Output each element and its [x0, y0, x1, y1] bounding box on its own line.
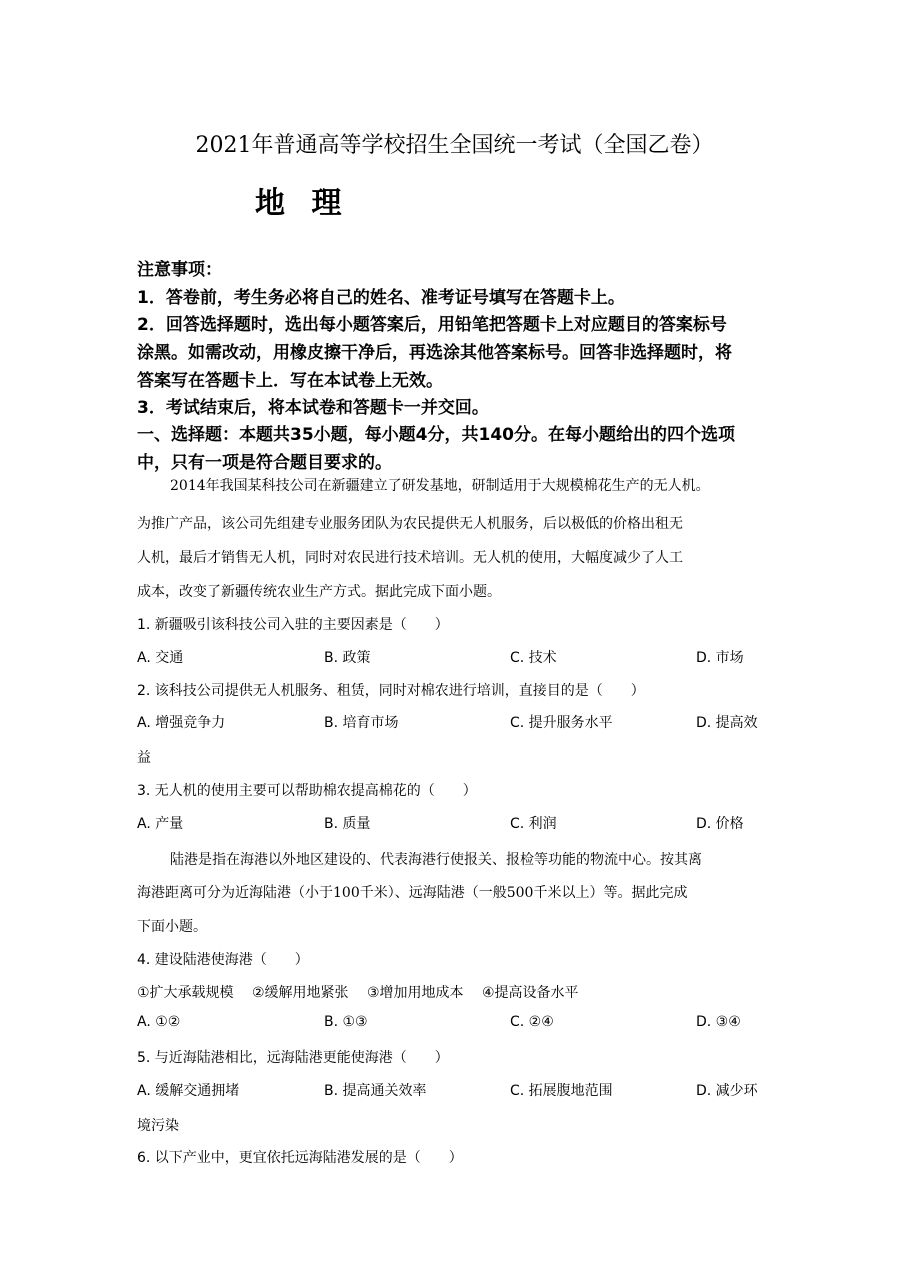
question-2-option-d-continued: 益 — [137, 750, 151, 766]
question-2-option-c: C. 提升服务水平 — [510, 715, 613, 731]
passage-2-line-3: 下面小题。 — [137, 919, 207, 935]
passage-1-line-1: 2014年我国某科技公司在新疆建立了研发基地，研制适用于大规模棉花生产的无人机。 — [170, 478, 710, 494]
exam-title: 2021年普通高等学校招生全国统一考试（全国乙卷） — [195, 133, 714, 158]
passage-1-line-2: 为推广产品，该公司先组建专业服务团队为农民提供无人机服务，后以极低的价格出租无 — [137, 516, 683, 532]
question-2-option-a: A. 增强竞争力 — [137, 715, 226, 731]
notes-line-2c: 答案写在答题卡上．写在本试卷上无效。 — [137, 371, 443, 391]
question-4-option-b: B. ①③ — [324, 1014, 368, 1030]
question-3-option-b: B. 质量 — [324, 816, 371, 832]
question-5-option-d: D. 减少环 — [696, 1083, 758, 1099]
question-6-stem: 6. 以下产业中，更宜依托远海陆港发展的是（ ） — [137, 1150, 463, 1166]
question-3-option-d: D. 价格 — [696, 816, 744, 832]
question-2-stem: 2. 该科技公司提供无人机服务、租赁，同时对棉农进行培训，直接目的是（ ） — [137, 683, 645, 699]
question-1-stem: 1. 新疆吸引该科技公司入驻的主要因素是（ ） — [137, 617, 449, 633]
question-4-option-d: D. ③④ — [696, 1014, 741, 1030]
question-5-option-a: A. 缓解交通拥堵 — [137, 1083, 240, 1099]
question-1-option-c: C. 技术 — [510, 650, 557, 666]
notes-heading: 注意事项： — [137, 260, 222, 280]
subject-title: 地 理 — [255, 186, 350, 221]
passage-1-line-3: 人机，最后才销售无人机，同时对农民进行技术培训。无人机的使用，大幅度减少了人工 — [137, 550, 683, 566]
section-heading-1: 一、选择题：本题共35小题，每小题4分，共140分。在每小题给出的四个选项 — [137, 425, 735, 445]
question-5-option-b: B. 提高通关效率 — [324, 1083, 427, 1099]
notes-line-2a: 2．回答选择题时，选出每小题答案后，用铅笔把答题卡上对应题目的答案标号 — [137, 315, 727, 335]
notes-line-3: 3．考试结束后，将本试卷和答题卡一并交回。 — [137, 398, 489, 418]
section-heading-2: 中，只有一项是符合题目要求的。 — [137, 453, 392, 473]
notes-line-1: 1．答卷前，考生务必将自己的姓名、准考证号填写在答题卡上。 — [137, 288, 625, 308]
question-3-stem: 3. 无人机的使用主要可以帮助棉农提高棉花的（ ） — [137, 783, 477, 799]
passage-2-line-1: 陆港是指在海港以外地区建设的、代表海港行使报关、报检等功能的物流中心。按其离 — [170, 852, 702, 868]
question-2-option-b: B. 培育市场 — [324, 715, 399, 731]
question-2-option-d: D. 提高效 — [696, 715, 758, 731]
passage-2-line-2: 海港距离可分为近海陆港（小于100千米）、远海陆港（一般500千米以上）等。据此完成 — [137, 885, 688, 901]
question-1-option-a: A. 交通 — [137, 650, 184, 666]
question-1-option-b: B. 政策 — [324, 650, 371, 666]
notes-line-2b: 涂黑。如需改动，用橡皮擦干净后，再选涂其他答案标号。回答非选择题时，将 — [137, 343, 732, 363]
question-3-option-c: C. 利润 — [510, 816, 557, 832]
question-4-items: ①扩大承载规模 ②缓解用地紧张 ③增加用地成本 ④提高设备水平 — [137, 985, 579, 1001]
question-5-option-d-continued: 境污染 — [137, 1118, 179, 1134]
question-3-option-a: A. 产量 — [137, 816, 184, 832]
question-5-stem: 5. 与近海陆港相比，远海陆港更能使海港（ ） — [137, 1050, 449, 1066]
question-4-stem: 4. 建设陆港使海港（ ） — [137, 952, 309, 968]
passage-1-line-4: 成本，改变了新疆传统农业生产方式。据此完成下面小题。 — [137, 584, 501, 600]
question-4-option-a: A. ①② — [137, 1014, 181, 1030]
question-5-option-c: C. 拓展腹地范围 — [510, 1083, 613, 1099]
question-4-option-c: C. ②④ — [510, 1014, 554, 1030]
question-1-option-d: D. 市场 — [696, 650, 744, 666]
